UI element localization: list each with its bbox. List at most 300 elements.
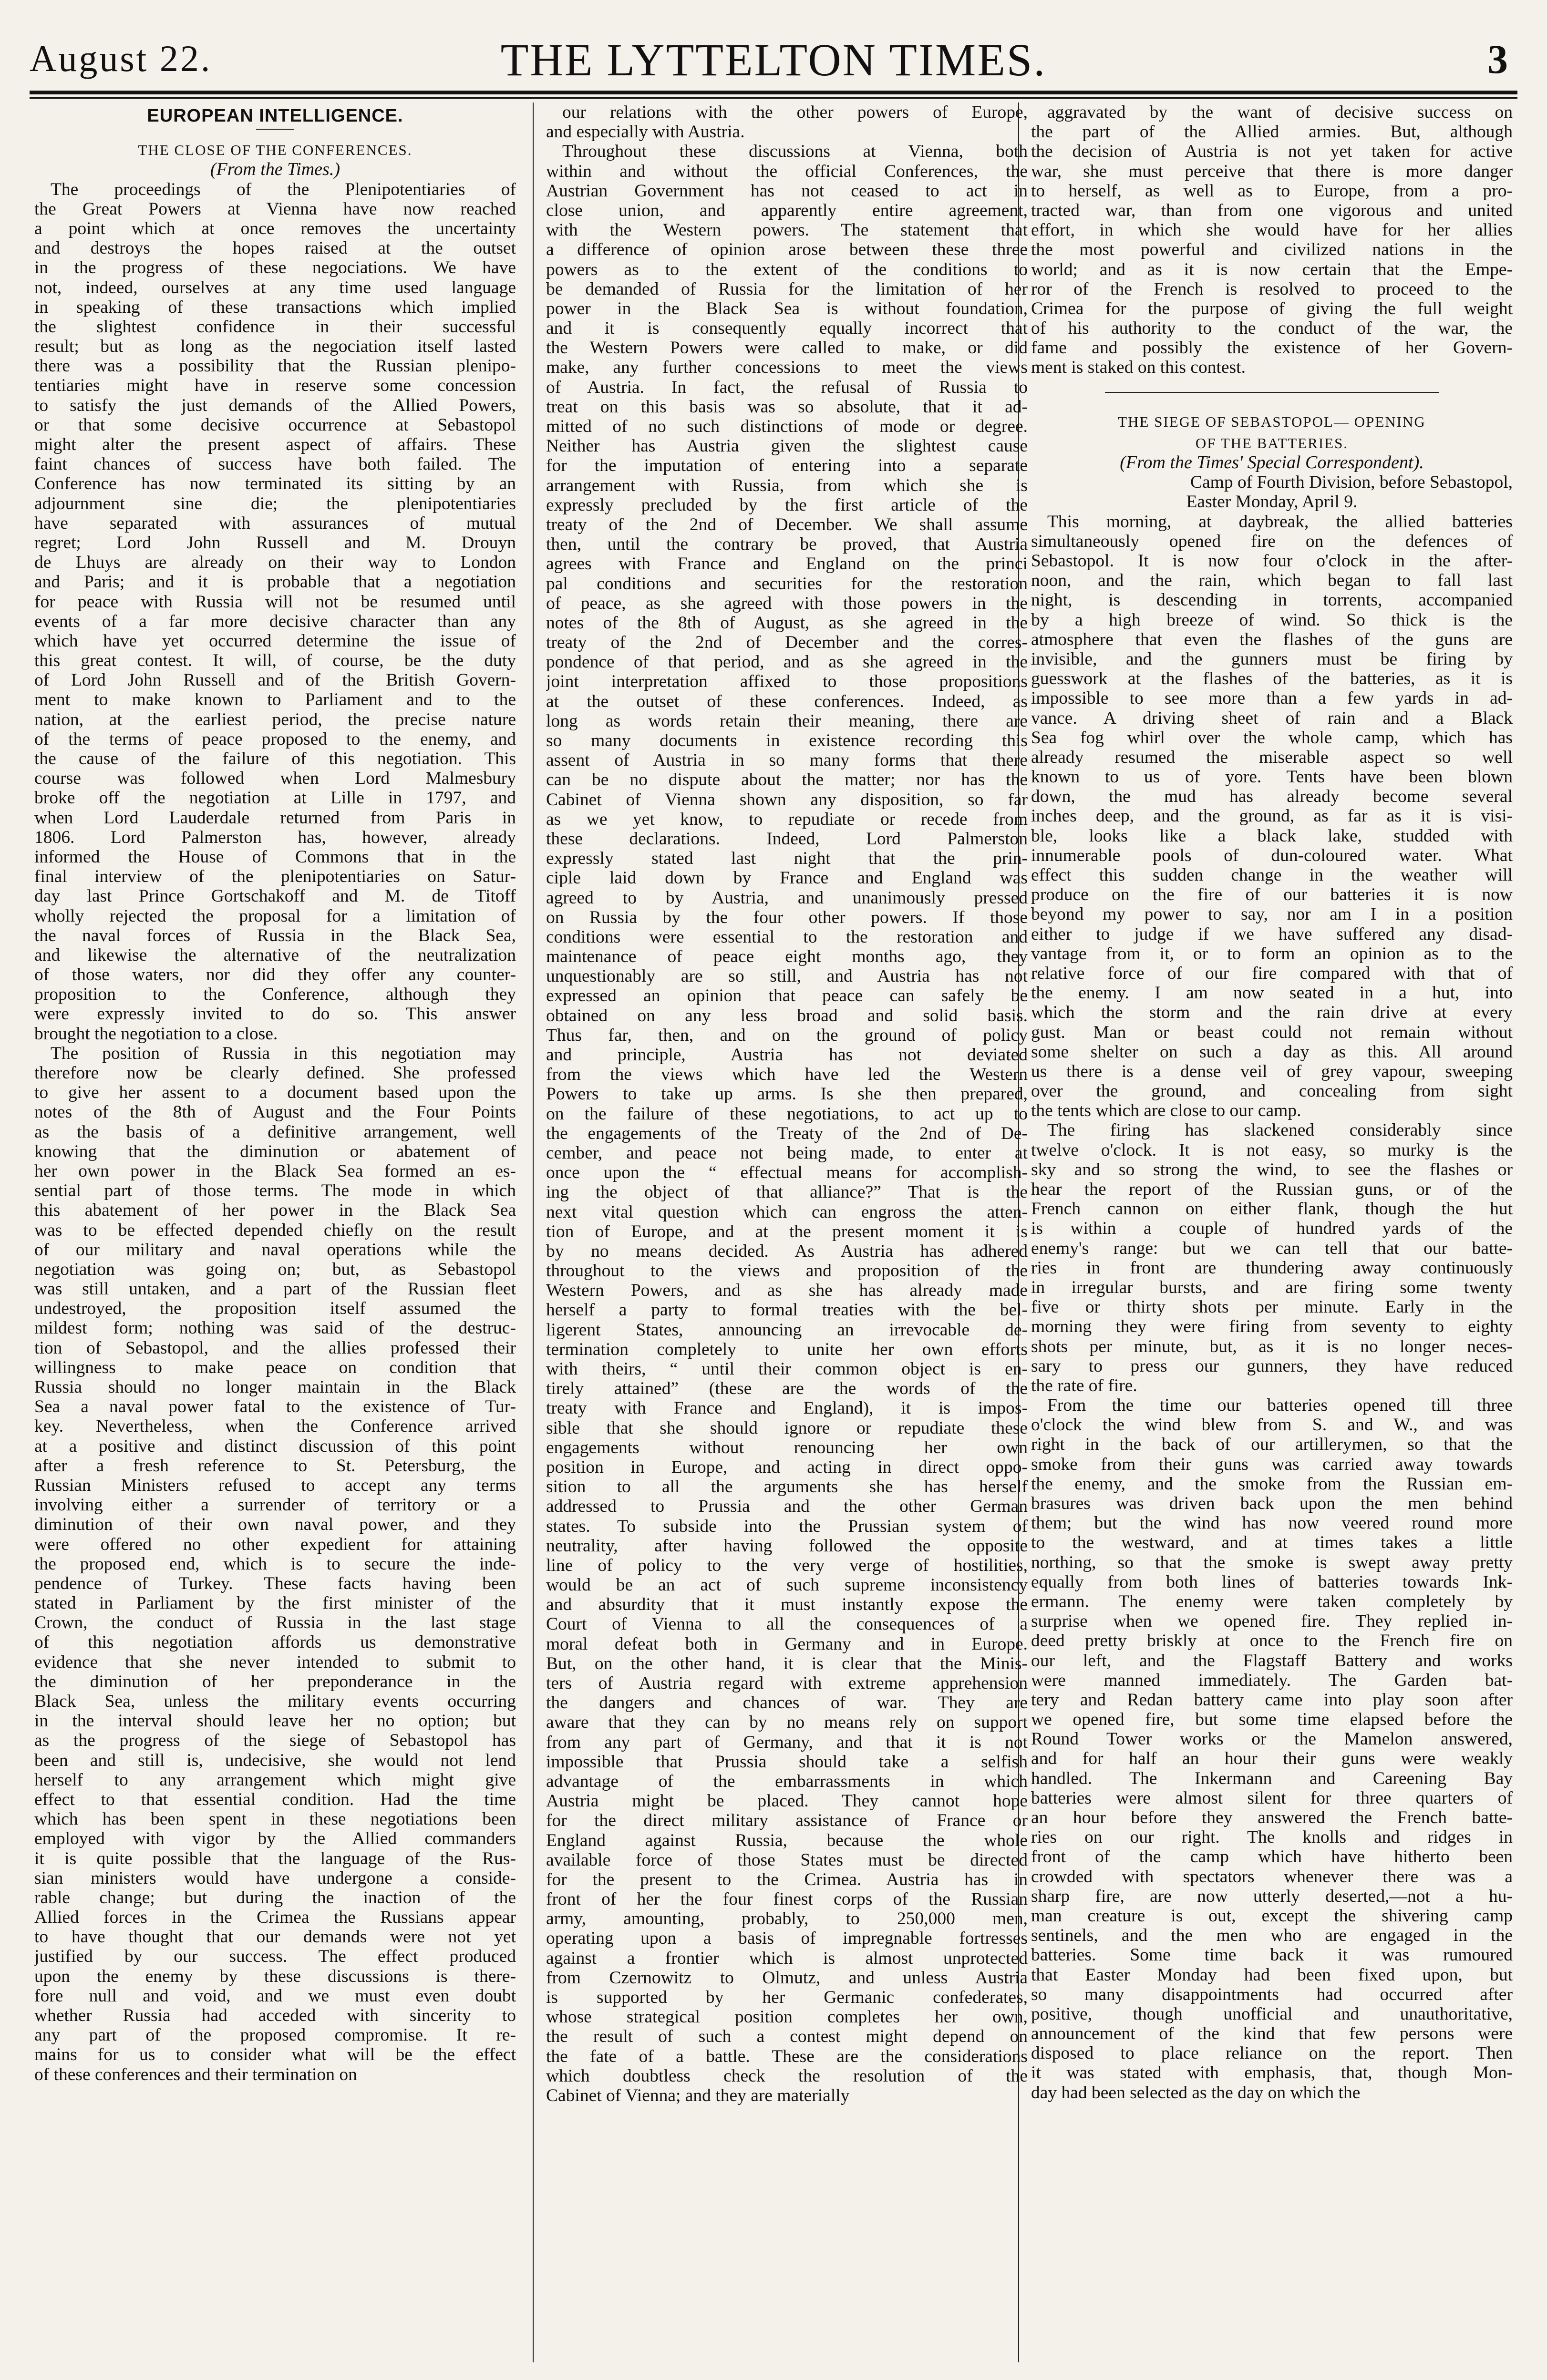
text-line: to have thought that our demands were not yet xyxy=(34,1927,516,1947)
text-line: the decision of Austria is not yet taken for active xyxy=(1031,142,1513,162)
text-line: we opened fire, but some time elapsed before the xyxy=(1031,1710,1513,1730)
text-line: informed the House of Commons that in the xyxy=(34,847,516,867)
text-line: front of her the four finest corps of the Russian xyxy=(546,1889,1028,1909)
text-line: Russia should no longer maintain in the Black xyxy=(34,1377,516,1397)
text-line: knowing that the diminution or abatement of xyxy=(34,1141,516,1161)
text-line: mitted of no such distinctions of mode or degree. xyxy=(546,417,1028,436)
text-line: o'clock the wind blew from S. and W., and was xyxy=(1031,1415,1513,1435)
text-line: ermann. The enemy were taken completely by xyxy=(1031,1591,1513,1611)
article-body xyxy=(34,180,516,2084)
text-line: addressed to Prussia and the other German xyxy=(546,1497,1028,1517)
text-line: Crown, the conduct of Russia in the last stage xyxy=(34,1613,516,1633)
text-line: advantage of the embarrassments in which xyxy=(546,1771,1028,1791)
text-line: engagements without renouncing her own xyxy=(546,1437,1028,1457)
text-line: down, the mud has already become several xyxy=(1031,787,1513,807)
text-line: But, on the other hand, it is clear that the Minis- xyxy=(546,1653,1028,1673)
text-line: assent of Austria in so many forms that there xyxy=(546,750,1028,770)
text-line: is within a couple of hundred yards of the xyxy=(1031,1219,1513,1239)
text-line: faint chances of success have both failed. The xyxy=(34,454,516,474)
text-line: us there is a dense veil of grey vapour, sweeping xyxy=(1031,1061,1513,1081)
text-line: batteries. Some time back it was rumoured xyxy=(1031,1945,1513,1965)
text-line: maintenance of peace eight months ago, they xyxy=(546,947,1028,967)
text-line: at a positive and distinct discussion of this point xyxy=(34,1436,516,1456)
text-line: against a frontier which is almost unprotected xyxy=(546,1948,1028,1968)
text-line: front of the camp which have hitherto been xyxy=(1031,1847,1513,1867)
text-line: from the views which have led the Western xyxy=(546,1065,1028,1085)
text-line: would be an act of such supreme inconsistency xyxy=(546,1575,1028,1595)
text-line: ror of the French is resolved to proceed to the xyxy=(1031,279,1513,299)
article-divider xyxy=(1105,392,1439,393)
text-line: and principle, Austria has not deviated xyxy=(546,1045,1028,1065)
text-line: Western Powers, and as she has already made xyxy=(546,1281,1028,1301)
text-line: the fate of a battle. These are the considerations xyxy=(546,2046,1028,2066)
text-line: From the time our batteries opened till three xyxy=(1047,1395,1513,1416)
text-line: was still untaken, and a part of the Russian fleet xyxy=(34,1279,516,1299)
text-line: herself a party to formal treaties with the bel- xyxy=(546,1300,1028,1320)
text-line: either to judge if we have suffered any disad- xyxy=(1031,924,1513,944)
text-line: wholly rejected the proposal for a limitation of xyxy=(34,906,516,926)
text-line: employed with vigor by the Allied commanders xyxy=(34,1829,516,1849)
text-line: batteries were almost silent for three quarters of xyxy=(1031,1788,1513,1808)
text-line: operating upon a basis of impregnable fortresses xyxy=(546,1929,1028,1949)
text-line: on the failure of these negotiations, to act up to xyxy=(546,1104,1028,1124)
text-line: for the direct military assistance of France or xyxy=(546,1811,1028,1831)
column-2 xyxy=(546,103,1028,2362)
text-line: produce on the fire of our batteries it is now xyxy=(1031,885,1513,905)
text-line: Crimea for the purpose of giving the full weight xyxy=(1031,298,1513,318)
text-line: power in the Black Sea is without foundation, xyxy=(546,298,1028,318)
text-line: vance. A driving sheet of rain and a Black xyxy=(1031,708,1513,728)
text-line: have separated with assurances of mutual xyxy=(34,513,516,533)
text-line: twelve o'clock. It is not easy, so murky is the xyxy=(1031,1140,1513,1160)
text-line: there was a possibility that the Russian plenipo- xyxy=(34,356,516,376)
text-line: by no means decided. As Austria has adhered xyxy=(546,1241,1028,1261)
article-body xyxy=(1031,512,1513,2103)
text-line: the enemy, and the smoke from the Russian em- xyxy=(1031,1474,1513,1494)
text-line: next vital question which can engross the atten- xyxy=(546,1202,1028,1222)
text-line: tion of Sebastopol, and the allies professed their xyxy=(34,1338,516,1358)
text-line: states. To subside into the Prussian system of xyxy=(546,1516,1028,1536)
text-line: man creature is out, except the shivering camp xyxy=(1031,1906,1513,1926)
column-3 xyxy=(1031,103,1513,2362)
text-line: effort, in which she would have for her allies xyxy=(1031,220,1513,240)
text-line: expressly stated last night that the prin- xyxy=(546,849,1028,869)
text-line: so many disappointments had occurred after xyxy=(1031,1984,1513,2004)
text-line: war, she must perceive that there is more danger xyxy=(1031,161,1513,181)
text-line: shots per minute, but, as it is no longer neces- xyxy=(1031,1336,1513,1356)
text-line: Austria might be placed. They cannot hope xyxy=(546,1791,1028,1811)
text-line: line of policy to the very verge of hostilities, xyxy=(546,1555,1028,1575)
text-line: the engagements of the Treaty of the 2nd of De- xyxy=(546,1123,1028,1143)
text-line: crowded with spectators whenever there was a xyxy=(1031,1867,1513,1887)
text-line: Throughout these discussions at Vienna, both xyxy=(562,142,1028,162)
text-line: beyond my power to say, nor am I in a position xyxy=(1031,904,1513,924)
dateline: Camp of Fourth Division, before Sebastopol, xyxy=(1190,472,1513,492)
section-heading: EUROPEAN INTELLIGENCE. xyxy=(147,106,403,126)
text-line: of the terms of peace proposed to the enemy, and xyxy=(34,729,516,749)
masthead-rule-thin xyxy=(30,97,1517,99)
text-line: tion of Europe, and at the present moment it is xyxy=(546,1221,1028,1241)
text-line: expressly precluded by the first article of the xyxy=(546,495,1028,515)
text-line: to give her assent to a document based upon the xyxy=(34,1083,516,1103)
text-line: by a high breeze of wind. So thick is the xyxy=(1031,610,1513,630)
text-line: is supported by her Germanic confederates, xyxy=(546,1988,1028,2007)
text-line: sary to press our gunners, they have reduced xyxy=(1031,1356,1513,1376)
text-line: the proposed end, which is to secure the inde- xyxy=(34,1554,516,1574)
text-line: treat on this basis was so absolute, that it ad- xyxy=(546,397,1028,417)
text-line: the part of the Allied armies. But, although xyxy=(1031,122,1513,142)
text-line: surprise when we opened fire. They replied in- xyxy=(1031,1611,1513,1631)
text-line: known to us of yore. Tents have been blown xyxy=(1031,767,1513,787)
column-divider xyxy=(533,103,534,2362)
text-line: any part of the proposed compromise. It re- xyxy=(34,2025,516,2045)
text-line: Sea a naval power fatal to the existence of Tur- xyxy=(34,1397,516,1417)
text-line: so many documents in existence recording this xyxy=(546,731,1028,750)
text-line: agrees with France and England on the princi xyxy=(546,554,1028,574)
text-line: for the imputation of entering into a separate xyxy=(546,456,1028,476)
text-line: of those waters, nor did they offer any counter- xyxy=(34,965,516,985)
text-line: moral defeat both in Germany and in Europe. xyxy=(546,1634,1028,1654)
text-line: these declarations. Indeed, Lord Palmerston xyxy=(546,829,1028,849)
text-line: The proceedings of the Plenipotentiaries of xyxy=(51,179,516,199)
text-line: Sebastopol. It is now four o'clock in the after- xyxy=(1031,551,1513,571)
issue-date: August 22. xyxy=(30,38,212,79)
article-title-line-2: OF THE BATTERIES. xyxy=(1195,434,1349,451)
text-line: de Lhuys are already on their way to London xyxy=(34,553,516,573)
text-line: in speaking of these transactions which implied xyxy=(34,297,516,317)
text-line: ries on our right. The knolls and ridges in xyxy=(1031,1827,1513,1847)
text-line: Allied forces in the Crimea the Russians appear xyxy=(34,1908,516,1928)
text-line: sharp fire, are now utterly deserted,—not a hu- xyxy=(1031,1886,1513,1906)
text-line: and likewise the alternative of the neutralization xyxy=(34,945,516,965)
text-line: five or thirty shots per minute. Early in the xyxy=(1031,1297,1513,1317)
text-line: Sea fog whirl over the whole camp, which has xyxy=(1031,728,1513,748)
text-line: which have yet occurred determine the issue of xyxy=(34,631,516,651)
heading-rule xyxy=(256,129,294,130)
text-line: ters of Austria regard with extreme apprehension xyxy=(546,1673,1028,1693)
text-line: disposed to place reliance on the report. Then xyxy=(1031,2043,1513,2063)
text-line: aggravated by the want of decisive success on xyxy=(1047,103,1513,122)
text-line: undestroyed, the proposition itself assumed the xyxy=(34,1299,516,1319)
text-line: inches deep, and the ground, as far as it is visi- xyxy=(1031,806,1513,826)
text-line: of peace, as she agreed with those powers in the xyxy=(546,593,1028,613)
text-line: day last Prince Gortschakoff and M. de Titoff xyxy=(34,886,516,906)
text-line: vantage from it, or to form an opinion as to the xyxy=(1031,944,1513,964)
article-source: (From the Times' Special Correspondent). xyxy=(1120,452,1424,473)
text-line: the dangers and chances of war. They are xyxy=(546,1693,1028,1713)
text-line: as the basis of a definitive arrangement, well xyxy=(34,1122,516,1142)
text-line: Austrian Government has not ceased to act in xyxy=(546,181,1028,201)
text-line: pondence of that period, and as she agreed in the xyxy=(546,652,1028,672)
text-line: stated in Parliament by the first minister of the xyxy=(34,1593,516,1613)
text-line: of his authority to the conduct of the war, the xyxy=(1031,318,1513,339)
text-line: treaty of the 2nd of December and the corres- xyxy=(546,633,1028,653)
text-line: fame and possibly the existence of her Govern- xyxy=(1031,338,1513,358)
text-line: which the storm and the rain drive at every xyxy=(1031,1003,1513,1023)
text-line: a point which at once removes the uncertainty xyxy=(34,218,516,238)
text-line: the enemy. I am now seated in a hut, into xyxy=(1031,983,1513,1003)
article-source: (From the Times.) xyxy=(210,159,340,180)
text-line: obtained on any less broad and solid basis. xyxy=(546,1005,1028,1026)
text-line: some shelter on such a day as this. All around xyxy=(1031,1042,1513,1062)
text-line: ciple laid down by France and England was xyxy=(546,868,1028,888)
text-line: simultaneously opened fire on the defences of xyxy=(1031,531,1513,551)
text-line: notes of the 8th of August, as she agreed in the xyxy=(546,613,1028,633)
text-line: guesswork at the flashes of the batteries, as it is xyxy=(1031,669,1513,689)
text-line: from Czernowitz to Olmutz, and unless Austria xyxy=(546,1968,1028,1988)
text-line: day had been selected as the day on which the xyxy=(1031,2082,1361,2103)
text-line: the Western Powers were called to make, or did xyxy=(546,338,1028,358)
text-line: the rate of fire. xyxy=(1031,1375,1137,1395)
text-line: of Austria. In fact, the refusal of Russia to xyxy=(546,377,1028,397)
article-body xyxy=(1031,103,1513,378)
text-line: involving either a surrender of territory or a xyxy=(34,1495,516,1515)
text-line: within and without the official Conferences, the xyxy=(546,161,1028,181)
text-line: it was stated with emphasis, that, though Mon- xyxy=(1031,2063,1513,2083)
text-line: her own power in the Black Sea formed an es- xyxy=(34,1161,516,1181)
text-line: or that some decisive occurrence at Sebastopol xyxy=(34,415,516,435)
text-line: smoke from their guns was carried away towards xyxy=(1031,1454,1513,1474)
text-line: ries in front are thundering away continuously xyxy=(1031,1258,1513,1278)
text-line: Thus far, then, and on the ground of policy xyxy=(546,1025,1028,1045)
text-line: noon, and the rain, which began to fall last xyxy=(1031,571,1513,591)
newspaper-title: THE LYTTELTON TIMES. xyxy=(500,34,1047,85)
text-line: our relations with the other powers of Europe, xyxy=(562,103,1028,122)
text-line: after a fresh reference to St. Petersburg, the xyxy=(34,1456,516,1476)
text-line: the Great Powers at Vienna have now reached xyxy=(34,199,516,219)
text-line: world; and as it is now certain that the Empe- xyxy=(1031,259,1513,279)
text-line: and absurdity that it must instantly expose the xyxy=(546,1595,1028,1615)
text-line: joint interpretation affixed to those propositions xyxy=(546,672,1028,692)
text-line: ligerent States, announcing an irrevocable de- xyxy=(546,1320,1028,1340)
text-line: justified by our success. The effect produced xyxy=(34,1947,516,1967)
text-line: make, any further concessions to meet the views xyxy=(546,358,1028,378)
text-line: was to be effected depended chiefly on the result xyxy=(34,1220,516,1240)
text-line: agreed to by Austria, and unanimously pressed xyxy=(546,888,1028,908)
text-line: Round Tower works or the Mamelon answered, xyxy=(1031,1729,1513,1749)
text-line: sentinels, and the men who are engaged in the xyxy=(1031,1926,1513,1946)
text-line: expressed an opinion that peace can safely be xyxy=(546,986,1028,1006)
article-title: THE CLOSE OF THE CONFERENCES. xyxy=(138,142,413,159)
text-line: upon the enemy by these discussions is there- xyxy=(34,1966,516,1986)
text-line: fore null and void, and we must even doubt xyxy=(34,1986,516,2006)
text-line: cember, and peace not being made, to enter at xyxy=(546,1143,1028,1163)
text-line: can be no dispute about the matter; nor has the xyxy=(546,770,1028,790)
text-line: already resumed the miserable aspect so well xyxy=(1031,747,1513,767)
text-line: Cabinet of Vienna; and they are materially xyxy=(546,2085,850,2105)
text-line: ble, looks like a black lake, studded with xyxy=(1031,826,1513,846)
text-line: therefore now be clearly defined. She professed xyxy=(34,1063,516,1083)
text-line: for the present to the Crimea. Austria has in xyxy=(546,1869,1028,1889)
text-line: impossible to see more than a few yards in ad- xyxy=(1031,688,1513,708)
text-line: this abatement of her power in the Black Sea xyxy=(34,1200,516,1221)
text-line: for peace with Russia will not be resumed until xyxy=(34,592,516,612)
text-line: the tents which are close to our camp. xyxy=(1031,1101,1301,1121)
text-line: an hour before they answered the French batte- xyxy=(1031,1808,1513,1828)
text-line: herself to any arrangement which might give xyxy=(34,1770,516,1790)
text-line: that Easter Monday had been fixed upon, but xyxy=(1031,1965,1513,1985)
text-line: aware that they can by no means rely on support xyxy=(546,1713,1028,1733)
text-line: ing the object of that alliance?” That is the xyxy=(546,1182,1028,1202)
text-line: conditions were essential to the restoration and xyxy=(546,927,1028,947)
text-line: once upon the “ effectual means for accomplish- xyxy=(546,1163,1028,1183)
text-line: them; but the wind has now veered round more xyxy=(1031,1513,1513,1533)
text-line: the result of such a contest might depend on xyxy=(546,2027,1028,2047)
text-line: The firing has slackened considerably since xyxy=(1047,1120,1513,1140)
text-line: Russian Ministers refused to accept any terms xyxy=(34,1475,516,1495)
text-line: be demanded of Russia for the limitation of her xyxy=(546,279,1028,299)
text-line: were manned immediately. The Garden bat- xyxy=(1031,1670,1513,1690)
text-line: positive, though unofficial and unauthoritative, xyxy=(1031,2004,1513,2024)
text-line: tery and Redan battery came into play soon after xyxy=(1031,1690,1513,1710)
text-line: and Paris; and it is probable that a negotiation xyxy=(34,572,516,592)
text-line: as the progress of the siege of Sebastopol has xyxy=(34,1731,516,1751)
text-line: position in Europe, and acting in direct oppo- xyxy=(546,1457,1028,1477)
text-line: final interview of the plenipotentiaries on Satur- xyxy=(34,867,516,887)
text-line: announcement of the kind that few persons were xyxy=(1031,2024,1513,2044)
text-line: effect this sudden change in the weather will xyxy=(1031,865,1513,885)
text-line: ment is staked on this contest. xyxy=(1031,358,1246,378)
text-line: neutrality, after having followed the opposite xyxy=(546,1536,1028,1556)
text-line: Conference has now terminated its sitting by an xyxy=(34,474,516,494)
text-line: of this negotiation affords us demonstrative xyxy=(34,1632,516,1652)
text-line: mildest form; nothing was said of the destruc- xyxy=(34,1318,516,1338)
text-line: were offered no other expedient for attaining xyxy=(34,1534,516,1554)
text-line: treaty of the 2nd of December. We shall assume xyxy=(546,514,1028,534)
text-line: 1806. Lord Palmerston has, however, already xyxy=(34,827,516,847)
text-line: diminution of their own naval power, and they xyxy=(34,1515,516,1535)
text-line: tentiaries might have in reserve some concession xyxy=(34,376,516,396)
text-line: of Lord John Russell and of the British Govern- xyxy=(34,670,516,690)
text-line: which has been spent in these negotiations been xyxy=(34,1809,516,1829)
text-line: Court of Vienna to all the consequences of a xyxy=(546,1614,1028,1634)
text-line: broke off the negotiation at Lille in 1797, and xyxy=(34,788,516,808)
text-line: and it is consequently equally incorrect that xyxy=(546,318,1028,339)
text-line: ment to make known to Parliament and to the xyxy=(34,690,516,710)
text-line: pendence of Turkey. These facts having been xyxy=(34,1573,516,1593)
text-line: long as words retain their meaning, there are xyxy=(546,711,1028,731)
text-line: this great contest. It will, of course, be the duty xyxy=(34,651,516,671)
article-body xyxy=(546,103,1028,2105)
text-line: from any part of Germany, and that it is not xyxy=(546,1732,1028,1752)
text-line: evidence that she never intended to submit to xyxy=(34,1652,516,1672)
text-line: equally from both lines of batteries towards Ink- xyxy=(1031,1572,1513,1592)
dateline-date: Easter Monday, April 9. xyxy=(1186,492,1358,512)
text-line: the naval forces of Russia in the Black Sea, xyxy=(34,925,516,945)
text-line: atmosphere that even the flashes of the guns are xyxy=(1031,629,1513,649)
text-line: brasures was driven back upon the men behind xyxy=(1031,1494,1513,1514)
text-line: sible that she should ignore or repudiate these xyxy=(546,1418,1028,1438)
text-line: in the progress of these negociations. We have xyxy=(34,258,516,278)
text-line: when Lord Lauderdale returned from Paris in xyxy=(34,808,516,828)
text-line: pal conditions and securities for the restoration xyxy=(546,574,1028,594)
text-line: willingness to make peace on condition that xyxy=(34,1357,516,1377)
text-line: a difference of opinion arose between these three xyxy=(546,240,1028,260)
text-line: to satisfy the just demands of the Allied Powers, xyxy=(34,395,516,415)
text-line: innumerable pools of dun-coloured water. What xyxy=(1031,845,1513,865)
text-line: and especially with Austria. xyxy=(546,122,745,142)
text-line: as we yet know, to repudiate or recede from xyxy=(546,809,1028,829)
text-line: tracted war, than from one vigorous and united xyxy=(1031,200,1513,220)
text-line: in the interval should leave her no option; but xyxy=(34,1711,516,1731)
text-line: rable change; but during the inaction of the xyxy=(34,1888,516,1908)
text-line: unquestionably are so still, and Austria has not xyxy=(546,966,1028,986)
text-line: whose strategical position completes her own, xyxy=(546,2007,1028,2027)
text-line: not, indeed, ourselves at any time used language xyxy=(34,277,516,298)
text-line: close union, and apparently entire agreement, xyxy=(546,200,1028,220)
text-line: sition to all the arguments she has herself xyxy=(546,1477,1028,1497)
text-line: England against Russia, because the whole xyxy=(546,1830,1028,1850)
text-line: relative force of our fire compared with that of xyxy=(1031,963,1513,983)
text-line: army, amounting, probably, to 250,000 men, xyxy=(546,1909,1028,1929)
text-line: which doubtless check the resolution of the xyxy=(546,2066,1028,2086)
text-line: invisible, and the gunners must be firing by xyxy=(1031,649,1513,669)
text-line: gust. Man or beast could not remain without xyxy=(1031,1022,1513,1042)
text-line: been and still is, undecisive, she would not lend xyxy=(34,1750,516,1770)
text-line: termination completely to unite her own efforts xyxy=(546,1339,1028,1359)
text-line: the diminution of her preponderance in the xyxy=(34,1672,516,1692)
text-line: of our military and naval operations while the xyxy=(34,1240,516,1260)
text-line: then, until the contrary be proved, that Austria xyxy=(546,534,1028,554)
text-line: The position of Russia in this negotiation may xyxy=(51,1043,516,1063)
text-line: negotiation was going on; but, as Sebastopol xyxy=(34,1259,516,1279)
text-line: key. Nevertheless, when the Conference arrived xyxy=(34,1416,516,1436)
text-line: and for half an hour their guns were weakly xyxy=(1031,1749,1513,1769)
text-line: available force of those States must be directed xyxy=(546,1850,1028,1870)
text-line: arrangement with Russia, from which she is xyxy=(546,475,1028,495)
masthead-rule xyxy=(30,91,1517,94)
page-number: 3 xyxy=(1487,36,1508,82)
text-line: might alter the present aspect of affairs. These xyxy=(34,435,516,455)
text-line: over the ground, and concealing from sight xyxy=(1031,1081,1513,1101)
text-line: morning they were firing from seventy to eighty xyxy=(1031,1317,1513,1337)
text-line: notes of the 8th of August and the Four Points xyxy=(34,1102,516,1122)
text-line: whether Russia had acceded with sincerity to xyxy=(34,2006,516,2026)
article-title: THE SIEGE OF SEBASTOPOL— OPENING xyxy=(1118,413,1426,430)
text-line: with the Western powers. The statement that xyxy=(546,220,1028,240)
text-line: in irregular bursts, and are firing some twenty xyxy=(1031,1277,1513,1297)
text-line: and destroys the hopes raised at the outset xyxy=(34,238,516,258)
text-line: the slightest confidence in their successful xyxy=(34,317,516,337)
text-line: nation, at the earliest period, the precise nature xyxy=(34,709,516,729)
text-line: tirely attained” (these are the words of the xyxy=(546,1379,1028,1399)
text-line: handled. The Inkermann and Careening Bay xyxy=(1031,1768,1513,1788)
text-line: northing, so that the smoke is swept away pretty xyxy=(1031,1552,1513,1572)
text-line: the most powerful and civilized nations in the xyxy=(1031,240,1513,260)
text-line: sky and so strong the wind, to see the flashes or xyxy=(1031,1159,1513,1180)
text-line: throughout to the views and proposition of the xyxy=(546,1261,1028,1281)
text-line: regret; Lord John Russell and M. Drouyn xyxy=(34,533,516,553)
text-line: course was followed when Lord Malmesbury xyxy=(34,769,516,789)
text-line: powers as to the extent of the conditions to xyxy=(546,259,1028,279)
text-line: it is quite possible that the language of the Rus- xyxy=(34,1848,516,1868)
text-line: our left, and the Flagstaff Battery and works xyxy=(1031,1651,1513,1671)
text-line: mains for us to consider what will be the effect xyxy=(34,2045,516,2065)
text-line: events of a far more decisive character than any xyxy=(34,611,516,631)
text-line: sian ministers would have undergone a conside- xyxy=(34,1868,516,1888)
text-line: with theirs, “ until their common object is en- xyxy=(546,1359,1028,1379)
text-line: hear the report of the Russian guns, or of the xyxy=(1031,1180,1513,1200)
text-line: to herself, as well as to Europe, from a pro- xyxy=(1031,181,1513,201)
text-line: effect to that essential condition. Had the time xyxy=(34,1789,516,1809)
text-line: night, is descending in torrents, accompanied xyxy=(1031,590,1513,610)
text-line: on Russia by the four other powers. If those xyxy=(546,907,1028,927)
text-line: Neither has Austria given the slightest cause xyxy=(546,436,1028,456)
text-line: deed pretty briskly at once to the French fire on xyxy=(1031,1631,1513,1651)
text-line: This morning, at daybreak, the allied batteries xyxy=(1047,512,1513,532)
text-line: Powers to take up arms. Is she then prepared, xyxy=(546,1084,1028,1104)
text-line: adjournment sine die; the plenipotentiaries xyxy=(34,493,516,513)
